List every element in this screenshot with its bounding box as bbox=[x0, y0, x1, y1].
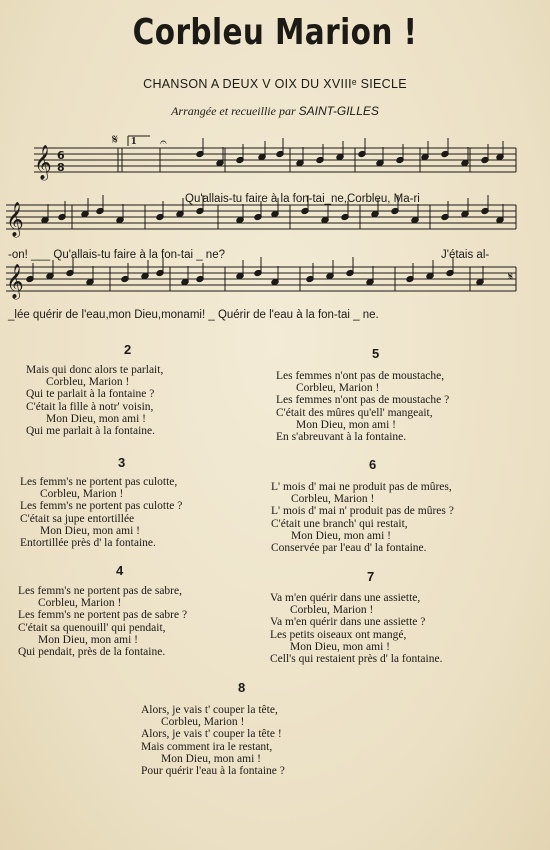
verse-line: Mon Dieu, mon ami ! bbox=[291, 529, 391, 542]
verse-line: Conservée par l'eau d' la fontaine. bbox=[271, 542, 427, 555]
verse-number: 4 bbox=[116, 563, 124, 578]
verse-8 bbox=[141, 704, 285, 777]
verse-line: Va m'en quérir dans une assiette, bbox=[270, 592, 421, 604]
verse-line: Mais comment ira le restant, bbox=[141, 740, 273, 753]
verse-line: Pour quérir l'eau à la fontaine ? bbox=[141, 765, 285, 778]
verse-line: Corbleu, Marion ! bbox=[161, 716, 245, 729]
verse-line: Corbleu, Marion ! bbox=[46, 376, 130, 389]
verse-line: C'était sa quenouill' qui pendait, bbox=[18, 621, 166, 634]
verse-line: C'était sa jupe entortillée bbox=[20, 512, 135, 525]
first-ending-mark: 1 bbox=[131, 135, 137, 147]
treble-clef-icon: 𝄞 bbox=[6, 202, 24, 237]
verse-5 bbox=[276, 370, 449, 443]
verse-line: L' mois d' mai n' produit pas de mûres ? bbox=[271, 505, 454, 518]
song-subtitle: CHANSON A DEUX V OIX DU XVIIIᵉ SIECLE bbox=[143, 77, 407, 91]
arranger-name: SAINT-GILLES bbox=[298, 104, 379, 118]
verse-line: Va m'en quérir dans une assiette ? bbox=[270, 616, 426, 629]
verse-line: L' mois d' mai ne produit pas de mûres, bbox=[271, 481, 452, 493]
verse-2 bbox=[26, 364, 163, 437]
arranger-prefix: Arrangée et recueillie par bbox=[171, 104, 296, 118]
treble-clef-icon: 𝄞 bbox=[34, 145, 52, 180]
music-score bbox=[0, 130, 550, 325]
verse-line: Corbleu, Marion ! bbox=[38, 597, 122, 610]
verse-line: Alors, je vais t' couper la tête, bbox=[141, 704, 278, 716]
verse-line: Mon Dieu, mon ami ! bbox=[161, 752, 261, 765]
verse-line: Mon Dieu, mon ami ! bbox=[46, 412, 146, 425]
lyric-line-2b: J'étais al- bbox=[441, 249, 490, 261]
verse-4 bbox=[18, 585, 187, 658]
verse-line: Les femm's ne portent pas culotte, bbox=[20, 476, 178, 488]
treble-clef-icon: 𝄞 bbox=[6, 264, 24, 299]
segno-icon: 𝄋 bbox=[112, 133, 119, 148]
verse-line: Mon Dieu, mon ami ! bbox=[38, 633, 138, 646]
verse-number: 3 bbox=[118, 455, 126, 470]
verse-line: Mon Dieu, mon ami ! bbox=[40, 524, 140, 537]
verse-line: Qui me parlait à la fontaine. bbox=[26, 425, 156, 438]
verse-line: Corbleu, Marion ! bbox=[291, 493, 375, 506]
verse-line: Alors, je vais t' couper la tête ! bbox=[141, 728, 282, 741]
song-title: Corbleu Marion ! bbox=[132, 12, 418, 53]
verse-line: Corbleu, Marion ! bbox=[296, 382, 380, 395]
verse-line: Corbleu, Marion ! bbox=[290, 604, 374, 617]
verse-line: C'était des mûres qu'ell' mangeait, bbox=[276, 406, 433, 419]
verse-line: Cell's qui restaient près d' la fontaine. bbox=[270, 653, 443, 666]
time-signature: 8 bbox=[57, 161, 65, 174]
verse-3 bbox=[20, 476, 182, 549]
verse-number: 5 bbox=[372, 346, 380, 361]
verse-line: Les femmes n'ont pas de moustache, bbox=[276, 370, 445, 382]
verse-line: Les petits oiseaux ont mangé, bbox=[270, 628, 407, 641]
verse-line: C'était la fille à notr' voisin, bbox=[26, 400, 154, 413]
verse-line: C'était une branch' qui restait, bbox=[271, 517, 408, 530]
time-signature: 6 bbox=[57, 149, 65, 162]
verse-line: Entortillée près d' la fontaine. bbox=[20, 537, 156, 550]
verse-line: Les femm's ne portent pas culotte ? bbox=[20, 500, 183, 513]
verse-6 bbox=[271, 481, 454, 554]
verse-line: Les femm's ne portent pas de sabre ? bbox=[18, 609, 188, 622]
fermata-icon: 𝄐 bbox=[160, 135, 167, 149]
verse-line: Les femm's ne portent pas de sabre, bbox=[18, 585, 182, 597]
verse-line: En s'abreuvant à la fontaine. bbox=[276, 431, 407, 444]
verse-number: 7 bbox=[367, 569, 375, 584]
verse-line: Corbleu, Marion ! bbox=[40, 488, 124, 501]
lyric-line-2: -on! ___ Qu'allais-tu faire à la fon-tai _ ne? bbox=[8, 249, 225, 261]
verse-number: 6 bbox=[369, 457, 377, 472]
verse-line: Qui te parlait à la fontaine ? bbox=[26, 388, 155, 401]
verse-number: 2 bbox=[124, 342, 132, 357]
bar-lines bbox=[72, 148, 516, 291]
verse-line: Mon Dieu, mon ami ! bbox=[296, 418, 396, 431]
lyric-line-1: Qu'allais-tu faire à la fon-tai_ne,Corbleu, Ma-ri bbox=[185, 193, 420, 205]
segno-icon: 𝄋 bbox=[508, 269, 514, 283]
verse-line: Qui pendait, près de la fontaine. bbox=[18, 646, 166, 659]
lyric-line-3: _lée quérir de l'eau,mon Dieu,monami! _ Quérir de l'eau à la fon-tai _ ne. bbox=[8, 309, 379, 321]
verse-line: Mais qui donc alors te parlait, bbox=[26, 364, 164, 376]
verse-line: Les femmes n'ont pas de moustache ? bbox=[276, 394, 450, 407]
arranger-credit bbox=[0, 104, 550, 119]
verse-7 bbox=[270, 592, 442, 665]
verse-number: 8 bbox=[238, 680, 246, 695]
verse-line: Mon Dieu, mon ami ! bbox=[290, 640, 390, 653]
